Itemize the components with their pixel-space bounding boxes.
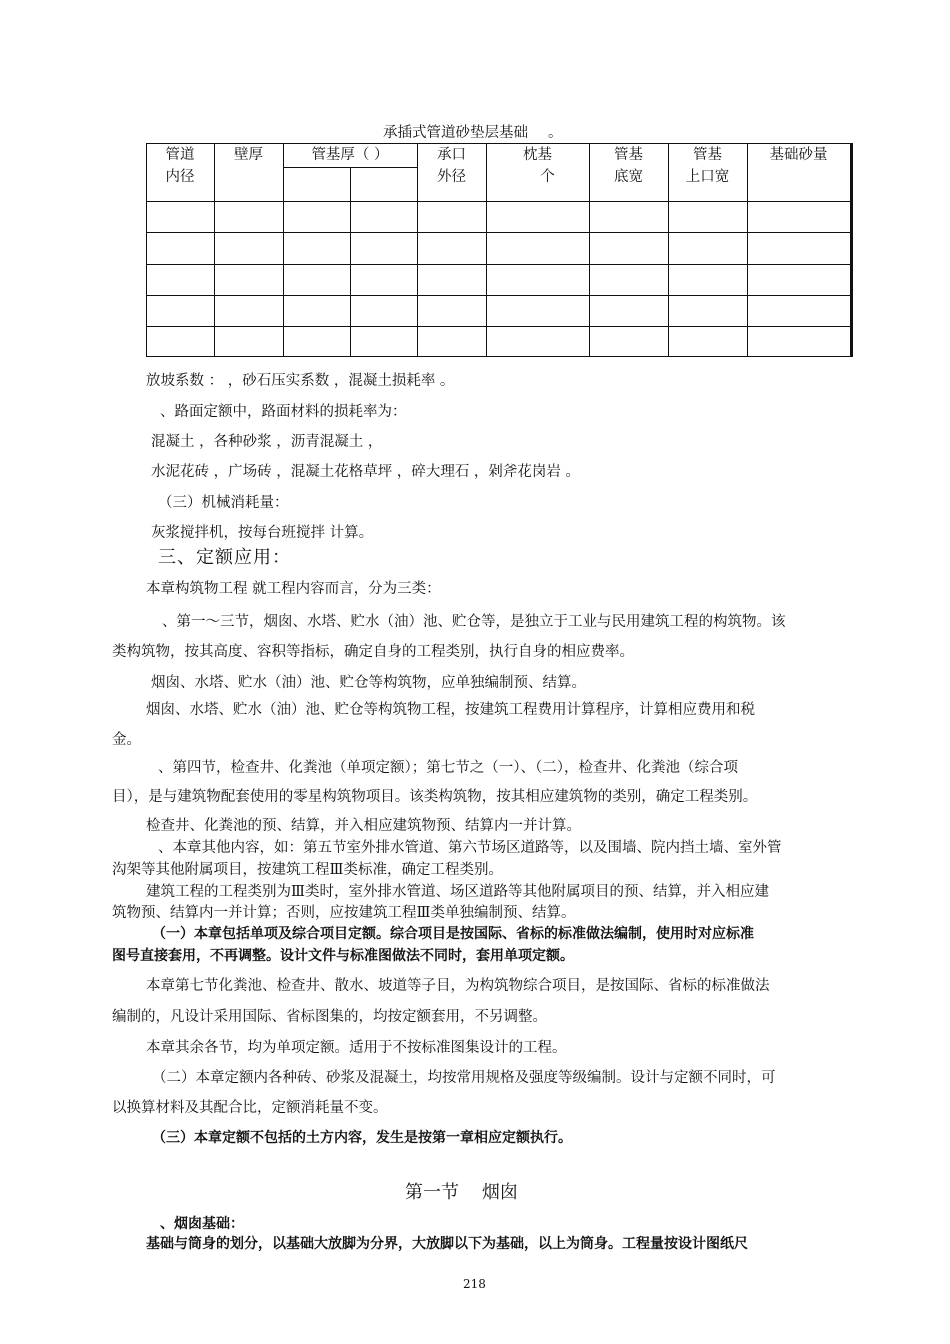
table-col-line	[214, 143, 215, 357]
loss-rate-intro: 、路面定额中，路面材料的损耗率为：	[160, 404, 407, 420]
header-mortar-amount: 基础砂量	[769, 147, 828, 163]
paragraph: 烟囱、水塔、贮水（油）池、贮仓等构筑物工程，按建筑工程费用计算程序，计算相应费用和税	[146, 702, 755, 718]
paragraph: 金。	[112, 732, 141, 748]
paragraph: 筑物预、结算内一并计算；否则，应按建筑工程Ⅲ类单独编制预、结算。	[112, 905, 576, 921]
header-wall-thickness: 壁厚	[234, 147, 263, 163]
table-col-line	[350, 167, 351, 357]
header-base-top-width: 管基 上口宽	[685, 147, 730, 185]
mortar-mixer-line: 灰浆搅拌机，按每台班搅拌 计算。	[151, 525, 374, 541]
bold-paragraph: （一）本章包括单项及综合项目定额。综合项目是按国际、省标的标准做法编制，使用时对应标准	[152, 926, 754, 942]
paragraph: 本章其余各节，均为单项定额。适用于不按标准图集设计的工程。	[146, 1040, 567, 1056]
paragraph: 以换算材料及其配合比，定额消耗量不变。	[112, 1100, 388, 1116]
paragraph: 类构筑物，按其高度、容积等指标，确定自身的工程类别，执行自身的相应费率。	[112, 644, 634, 660]
paragraph: 本章第七节化粪池、检查井、散水、坡道等子目，为构筑物综合项目，是按国际、省标的标准做法	[146, 978, 770, 994]
header-pillow-base: 枕基 个	[523, 147, 555, 185]
loss-rate-line-2: 水泥花砖 ，广场砖 ，混凝土花格草坪 ，碎大理石 ，剁斧花岗岩 。	[151, 464, 581, 480]
section-title-chimney: 第一节 烟囱	[405, 1182, 518, 1203]
paragraph: 沟架等其他附属项目，按建筑工程Ⅲ类标准，确定工程类别。	[112, 862, 503, 878]
loss-rate-line-1: 混凝土 ，各种砂浆 ，沥青混凝土 ，	[151, 434, 383, 450]
header-base-thickness: 管基厚（ ）	[311, 147, 389, 163]
machine-consumption-heading: （三）机械消耗量：	[158, 495, 289, 511]
section-heading-application: 三、定额应用：	[158, 547, 291, 568]
table-border-right	[850, 143, 853, 357]
paragraph: 检查井、化粪池的预、结算，并入相应建筑物预、结算内一并计算。	[146, 818, 581, 834]
slope-coefficient-line: 放坡系数 ： ，砂石压实系数 ，混凝土损耗率 。	[146, 373, 455, 389]
paragraph: （二）本章定额内各种砖、砂浆及混凝土，均按常用规格及强度等级编制。设计与定额不同时，可	[152, 1070, 776, 1086]
paragraph: 编制的，凡设计采用国际、省标图集的，均按定额套用，不另调整。	[112, 1009, 547, 1025]
paragraph: 烟囱、水塔、贮水（油）池、贮仓等构筑物，应单独编制预、结算。	[151, 675, 586, 691]
page-number: 218	[463, 1277, 486, 1291]
subsection-chimney-foundation: 、烟囱基础：	[160, 1216, 244, 1232]
bold-paragraph: （三）本章定额不包括的土方内容，发生是按第一章相应定额执行。	[152, 1130, 572, 1146]
header-socket-outer-diameter: 承口 外径	[437, 147, 466, 185]
paragraph: 目），是与建筑物配套使用的零星构筑物项目。该类构筑物，按其相应建筑物的类别，确定工程类别。	[112, 789, 758, 805]
bold-paragraph: 基础与筒身的划分，以基础大放脚为分界，大放脚以下为基础，以上为筒身。工程量按设计图纸尺	[146, 1236, 748, 1252]
header-inner-diameter: 管道 内径	[165, 147, 195, 185]
header-base-bottom-width: 管基 底宽	[614, 147, 643, 185]
paragraph: 本章构筑物工程 就工程内容而言，分为三类：	[146, 581, 441, 597]
bold-paragraph: 图号直接套用，不再调整。设计文件与标准图做法不同时，套用单项定额。	[112, 948, 574, 964]
paragraph: 、第四节，检查井、化粪池（单项定额）；第七节之（一）、（二），检查井、化粪池（综合项	[158, 760, 738, 776]
paragraph: 、第一～三节，烟囱、水塔、贮水（油）池、贮仓等，是独立于工业与民用建筑工程的构筑物。该	[162, 614, 786, 630]
sand-cushion-table	[146, 143, 852, 358]
table-col-line	[283, 143, 284, 357]
paragraph: 建筑工程的工程类别为Ⅲ类时，室外排水管道、场区道路等其他附属项目的预、结算，并入相应建	[146, 884, 769, 900]
table-col-line	[747, 143, 748, 357]
paragraph: 、本章其他内容，如：第五节室外排水管道、第六节场区道路等，以及围墙、院内挡土墙、室外管	[158, 840, 782, 856]
table-caption: 承插式管道砂垫层基础 。	[383, 125, 563, 141]
